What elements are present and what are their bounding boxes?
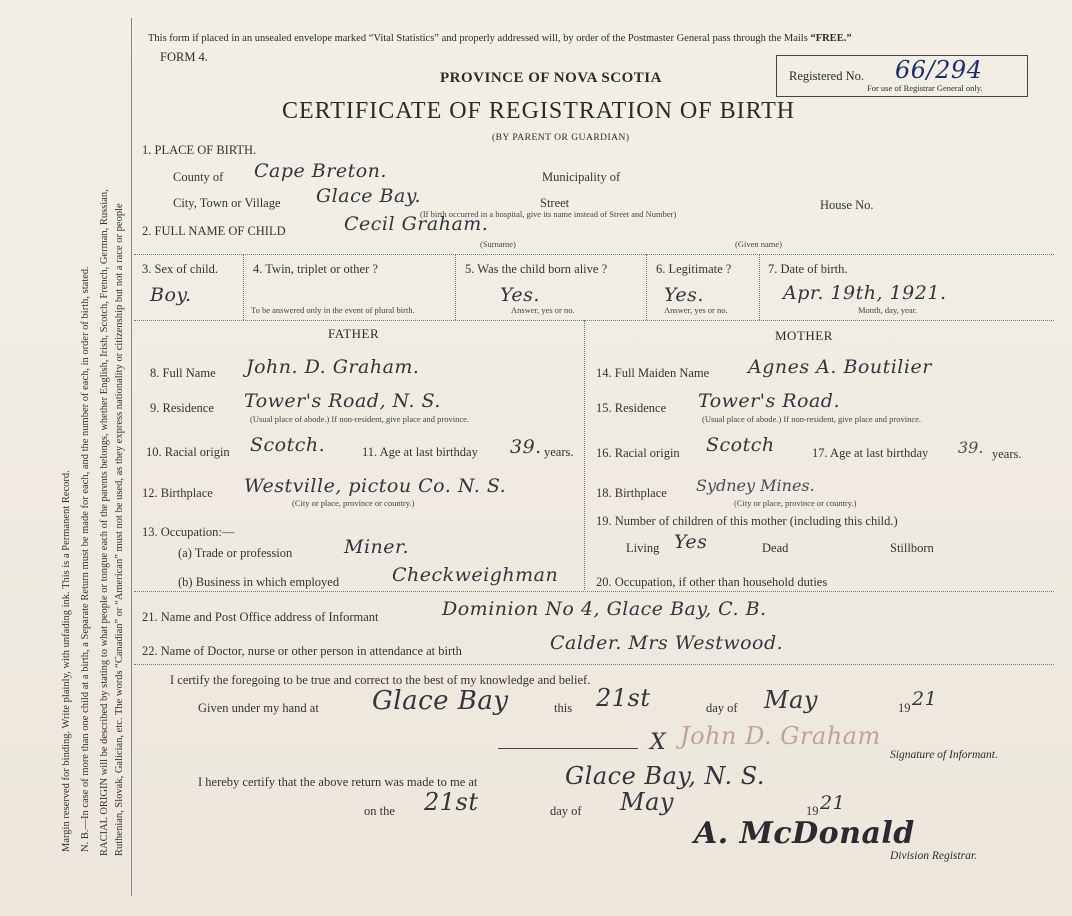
trade-value: Miner. [344,536,410,558]
father-birthplace-note: (City or place, province or country.) [292,498,415,508]
page-title: CERTIFICATE OF REGISTRATION OF BIRTH [282,98,796,124]
row-divider [134,591,1054,592]
living-value: Yes [674,531,708,553]
children-count-label: 19. Number of children of this mother (including this child.) [596,514,898,528]
informant-label: 21. Name and Post Office address of Informant [142,610,379,624]
alive-note: Answer, yes or no. [511,305,575,315]
made-month-value: May [620,788,674,816]
registered-value: 66/294 [895,56,983,84]
hereby-text: I hereby certify that the above return was made to me at [198,775,478,789]
father-occupation-label: 13. Occupation:— [142,525,235,539]
made-place-value: Glace Bay, N. S. [565,762,765,790]
father-residence-note: (Usual place of abode.) If non-resident, give place and province. [250,414,470,424]
mother-name-value: Agnes A. Boutilier [748,356,932,378]
province-heading: PROVINCE OF NOVA SCOTIA [440,70,662,86]
mother-age-value: 39. [958,438,984,457]
day-of-label-2: day of [550,804,582,818]
made-year-prefix: 19 [806,804,819,818]
legitimate-note: Answer, yes or no. [664,305,728,315]
house-number-label: House No. [820,198,874,212]
child-name-value: Cecil Graham. [344,213,489,235]
mother-birthplace-value: Sydney Mines. [696,476,815,495]
column-divider [243,254,244,320]
doctor-label: 22. Name of Doctor, nurse or other person in attendance at birth [142,644,462,658]
column-divider [455,254,456,320]
father-age-label: 11. Age at last birthday [362,445,478,459]
mother-racial-value: Scotch [706,434,775,456]
given-name-note: (Given name) [735,239,782,249]
surname-note: (Surname) [480,239,516,249]
day-of-label: day of [706,701,738,715]
registered-number-box [776,55,1028,97]
given-month-value: May [764,686,818,714]
form-number: FORM 4. [160,50,208,64]
margin-multiple-birth-note: N. B.—In case of more than one child at a birth, a Separate Return must be made for each, and the number of each, in order of birth, stated. [80,266,91,852]
county-label: County of [173,170,224,184]
father-age-value: 39. [510,436,542,458]
street-label: Street [540,196,570,210]
given-place-value: Glace Bay [372,686,509,716]
business-label: (b) Business in which employed [178,575,340,589]
doctor-value: Calder. Mrs Westwood. [550,632,784,654]
mother-residence-label: 15. Residence [596,401,667,415]
made-day-value: 21st [424,788,479,816]
row-divider [134,254,1054,255]
trade-label: (a) Trade or profession [178,546,293,560]
mail-notice-free: “FREE.” [810,33,852,44]
column-divider [759,254,760,320]
mother-racial-label: 16. Racial origin [596,446,680,460]
father-residence-label: 9. Residence [150,401,214,415]
given-under-label: Given under my hand at [198,701,319,715]
given-year-value: 21 [912,688,938,710]
father-residence-value: Tower's Road, N. S. [244,390,441,412]
business-value: Checkweighman [392,564,559,586]
father-name-value: John. D. Graham. [246,356,420,378]
mail-notice-text: This form if placed in an unsealed envelope marked “Vital Statistics” and properly addressed will, by order of the Postmaster General pass through the Mails [148,33,808,44]
informant-signature-label: Signature of Informant. [890,749,998,761]
father-heading: FATHER [328,326,380,341]
birth-date-note: Month, day, year. [858,305,918,315]
this-label: this [554,701,573,715]
legitimate-label: 6. Legitimate ? [656,262,732,276]
row-divider [134,320,1054,321]
birth-date-value: Apr. 19th, 1921. [783,282,947,304]
mother-heading: MOTHER [775,328,833,343]
page-subtitle: (BY PARENT OR GUARDIAN) [492,133,630,143]
municipality-label: Municipality of [542,170,621,184]
father-birthplace-value: Westville, pictou Co. N. S. [244,475,507,497]
on-the-label: on the [364,804,395,818]
city-label: City, Town or Village [173,196,281,210]
sex-label: 3. Sex of child. [142,262,219,276]
mother-birthplace-label: 18. Birthplace [596,486,667,500]
registrar-note: For use of Registrar General only. [867,83,983,93]
margin-racial-origin-note-2: Ruthenian, Slovak, Galician, etc. The words “Canadian” or “American” must not be used, as they express nationality or citizenship but not a race or people [114,203,125,856]
father-age-unit: years. [544,445,574,459]
informant-signature: John D. Graham [680,722,881,750]
legitimate-value: Yes. [664,284,704,306]
child-name-label: 2. FULL NAME OF CHILD [142,224,286,238]
row-divider [134,664,1054,665]
county-value: Cape Breton. [254,160,387,182]
column-divider [646,254,647,320]
certify-text: I certify the foregoing to be true and correct to the best of my knowledge and belief. [170,673,591,687]
birth-date-label: 7. Date of birth. [768,262,848,276]
mother-age-label: 17. Age at last birthday [812,446,929,460]
stillborn-label: Stillborn [890,541,934,555]
margin-binding-note: Margin reserved for binding. Write plainly, with unfading ink. This is a Permanent Record. [61,470,72,852]
mother-occupation-label: 20. Occupation, if other than household duties [596,575,828,589]
signature-line [498,748,638,749]
made-year-value: 21 [820,792,846,814]
mother-age-unit: years. [992,447,1022,461]
mother-residence-note: (Usual place of abode.) If non-resident, give place and province. [702,414,922,424]
parents-divider [584,320,585,590]
father-name-label: 8. Full Name [150,366,216,380]
alive-value: Yes. [500,284,540,306]
alive-label: 5. Was the child born alive ? [465,262,608,276]
mother-birthplace-note: (City or place, province or country.) [734,498,857,508]
twin-note: To be answered only in the event of plural birth. [251,305,415,315]
dead-label: Dead [762,541,789,555]
father-racial-label: 10. Racial origin [146,445,230,459]
registered-label: Registered No. [789,69,864,83]
given-day-value: 21st [596,684,651,712]
place-heading: 1. PLACE OF BIRTH. [142,143,257,157]
informant-mark: X [650,730,667,755]
given-year-prefix: 19 [898,701,911,715]
registrar-signature: A. McDonald [694,816,915,851]
mother-residence-value: Tower's Road. [698,390,841,412]
city-value: Glace Bay. [316,185,422,207]
living-label: Living [626,541,660,555]
informant-value: Dominion No 4, Glace Bay, C. B. [442,598,767,620]
mother-name-label: 14. Full Maiden Name [596,366,710,380]
registrar-label: Division Registrar. [890,850,977,862]
binding-margin-line [131,18,132,896]
hospital-note: (If birth occurred in a hospital, give its name instead of Street and Number) [420,209,677,219]
father-birthplace-label: 12. Birthplace [142,486,213,500]
father-racial-value: Scotch. [250,434,326,456]
sex-value: Boy. [150,284,192,306]
mail-notice [148,33,852,44]
margin-racial-origin-note: RACIAL ORIGIN will be described by stating to what people or tongue each of the parents belongs, whether English, Irish, Scotch, French, German, Russian, [99,189,110,856]
twin-label: 4. Twin, triplet or other ? [253,262,378,276]
